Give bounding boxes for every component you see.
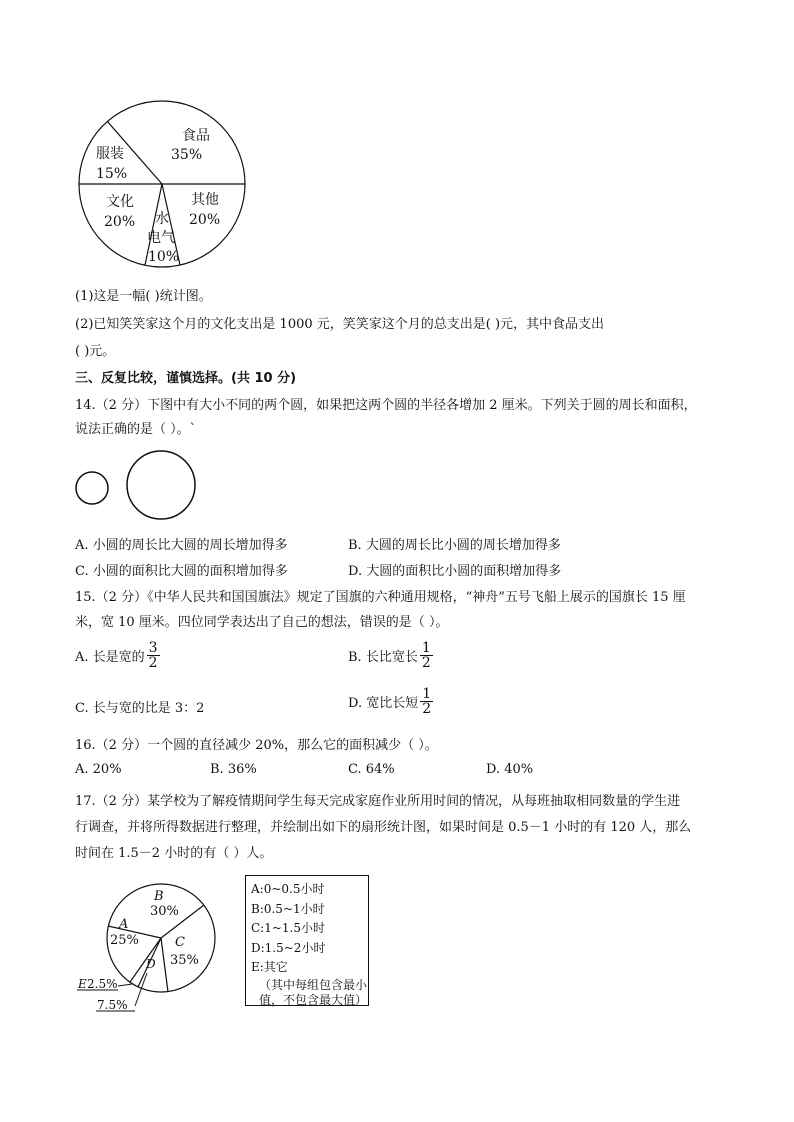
q14-option-d[interactable]: D. 大圆的面积比小圆的面积增加得多 <box>348 564 562 579</box>
slice-label-other: 其他 <box>191 192 219 208</box>
fraction-denominator: 2 <box>421 655 431 671</box>
homework-legend <box>245 875 369 1006</box>
section-3-title: 三、反复比较，谨慎选择。(共 10 分) <box>75 371 297 386</box>
legend-item-c: C:1~1.5小时 <box>251 921 325 935</box>
legend-item-b: B:0.5~1小时 <box>251 901 325 916</box>
fraction-1-2 <box>420 641 433 670</box>
large-circle <box>127 451 195 519</box>
slice-pct-cloth: 15% <box>96 166 128 182</box>
slice-label-c: C <box>175 935 185 950</box>
spending-pie-chart <box>70 95 255 275</box>
fraction-numerator: 1 <box>422 686 432 702</box>
slice-label-water-2: 电气 <box>147 230 175 246</box>
slice-pct-water: 10% <box>148 249 180 265</box>
slice-label-cloth: 服装 <box>96 146 124 162</box>
slice-label-culture: 文化 <box>106 194 134 210</box>
q15-option-a-text: A. 长是宽的 <box>75 650 145 665</box>
homework-pie <box>77 884 215 1012</box>
q16-option-b[interactable]: B. 36% <box>210 762 257 777</box>
spending-pie <box>79 101 245 267</box>
q13-sub2-line1: (2)已知笑笑家这个月的文化支出是 1000 元，笑笑家这个月的总支出是( )元，其中食品支出 <box>75 317 605 332</box>
fraction-numerator: 3 <box>148 640 158 656</box>
slice-label-a: A <box>119 917 129 932</box>
q14-option-c[interactable]: C. 小圆的面积比大圆的面积增加得多 <box>75 564 288 579</box>
legend-item-a: A:0~0.5小时 <box>251 882 325 896</box>
q15-stem-line2: 米，宽 10 厘米。四位同学表达出了自己的想法，错误的是（ ）。 <box>75 615 449 630</box>
fraction-denominator: 2 <box>148 655 158 671</box>
q16-option-c[interactable]: C. 64% <box>348 762 395 777</box>
q14-stem-line1: 14.（2 分）下图中有大小不同的两个圆，如果把这两个圆的半径各增加 2 厘米。下列关于圆的周长和面积， <box>75 398 697 413</box>
legend-item-d: D:1.5~2小时 <box>251 940 326 955</box>
q15-option-b-text: B. 长比宽长 <box>348 650 418 665</box>
q15-option-d[interactable] <box>348 687 433 716</box>
q16-option-d[interactable]: D. 40% <box>486 762 534 777</box>
fraction-denominator: 2 <box>422 701 432 717</box>
q15-option-b[interactable] <box>348 641 433 670</box>
q15-stem-line1: 15.（2 分）《中华人民共和国国旗法》规定了国旗的六种通用规格，“神舟”五号飞船上展示的国旗长 15 厘 <box>75 590 686 605</box>
homework-pie-divider <box>161 938 168 992</box>
q16-option-a[interactable]: A. 20% <box>75 762 122 777</box>
slice-pct-c: 35% <box>170 953 199 968</box>
homework-time-pie-chart <box>72 878 222 1013</box>
q14-option-b[interactable]: B. 大圆的周长比小圆的周长增加得多 <box>348 538 561 553</box>
fraction-numerator: 1 <box>421 640 431 656</box>
slice-label-food: 食品 <box>182 128 210 144</box>
q16-stem: 16.（2 分）一个圆的直径减少 20%，那么它的面积减少（ ）。 <box>75 738 438 753</box>
q17-stem-line3: 时间在 1.5－2 小时的有（ ）人。 <box>75 846 273 861</box>
slice-pct-b: 30% <box>150 904 179 919</box>
slice-pct-e: 2.5% <box>87 977 118 991</box>
slice-pct-food: 35% <box>171 147 203 163</box>
slice-label-d: D <box>146 957 156 971</box>
q14-option-a[interactable]: A. 小圆的周长比大圆的周长增加得多 <box>75 538 288 553</box>
q15-option-c[interactable]: C. 长与宽的比是 3：2 <box>75 701 205 716</box>
q13-sub1: (1)这是一幅( )统计图。 <box>75 289 212 304</box>
slice-pct-culture: 20% <box>104 214 136 230</box>
slice-label-water-1: 水 <box>155 211 169 227</box>
q14-stem-line2: 说法正确的是（ ）。` <box>75 422 197 437</box>
slice-label-e: E <box>78 977 87 991</box>
fraction-3-2 <box>147 641 160 670</box>
q14-circles-figure <box>72 450 202 520</box>
small-circle <box>76 472 108 504</box>
slice-pct-other: 20% <box>189 212 221 228</box>
legend-note-line1: （其中每组包含最小 <box>259 977 368 992</box>
q13-sub2-line2: ( )元。 <box>75 344 116 359</box>
leader-line-e <box>118 984 132 986</box>
legend-note-line2: 值，不包含最大值） <box>259 992 368 1007</box>
slice-pct-a: 25% <box>110 933 139 948</box>
legend-item-e: E:其它 <box>251 960 288 974</box>
q15-option-d-text: D. 宽比长短 <box>348 696 419 711</box>
fraction-1-2 <box>420 687 433 716</box>
slice-label-b: B <box>154 889 164 904</box>
q17-stem-line1: 17.（2 分）某学校为了解疫情期间学生每天完成家庭作业所用时间的情况，从每班抽取相同数量的学生进 <box>75 794 681 809</box>
q17-stem-line2: 行调查，并将所得数据进行整理，并绘制出如下的扇形统计图，如果时间是 0.5－1 小时的有 120 人，那么 <box>75 820 692 835</box>
q15-option-a[interactable] <box>75 641 160 670</box>
slice-pct-d: 7.5% <box>97 998 128 1012</box>
